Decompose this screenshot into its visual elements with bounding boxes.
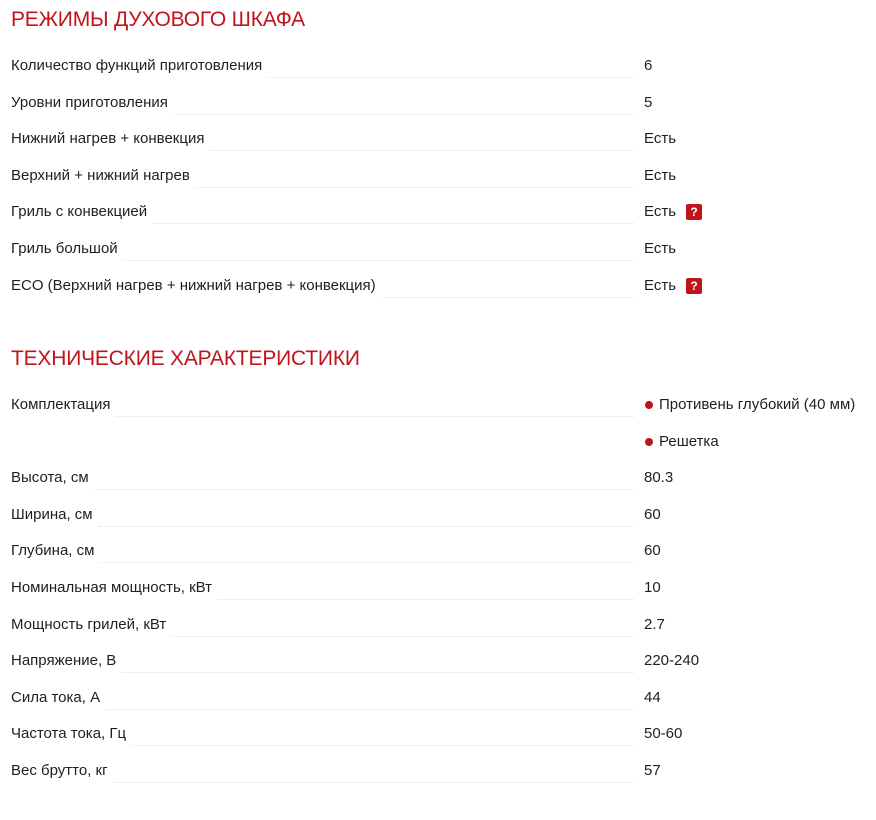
leader-dots <box>132 725 633 746</box>
spec-row <box>11 239 876 276</box>
oven-modes-list <box>11 56 876 312</box>
section-title-oven-modes: РЕЖИМЫ ДУХОВОГО ШКАФА <box>11 8 305 31</box>
spec-row <box>11 651 876 688</box>
spec-row <box>11 578 876 615</box>
spec-value: 80.3 <box>644 469 674 487</box>
spec-label: Напряжение, В <box>11 651 122 671</box>
spec-row <box>11 688 876 725</box>
spec-label: ECO (Верхний нагрев + нижний нагрев + конвекция) <box>11 276 382 296</box>
spec-value: 6 <box>644 57 653 74</box>
leader-dots <box>382 277 633 298</box>
spec-value: 10 <box>644 578 661 596</box>
spec-row <box>11 93 876 130</box>
leader-dots <box>218 579 633 600</box>
leader-dots <box>153 203 633 224</box>
spec-value: 57 <box>644 761 661 779</box>
tech-specs-list <box>11 395 876 798</box>
spec-row <box>11 56 876 93</box>
spec-value: Есть <box>644 276 677 294</box>
leader-dots <box>95 469 633 490</box>
spec-label: Гриль большой <box>11 239 124 259</box>
help-question-icon[interactable]: ? <box>686 278 702 294</box>
spec-row <box>11 541 876 578</box>
spec-value: 50-60 <box>644 725 683 743</box>
leader-dots <box>114 762 633 783</box>
spec-value: Есть <box>644 203 677 221</box>
leader-dots <box>210 130 633 151</box>
spec-value: 44 <box>644 688 661 706</box>
spec-label: Количество функций приготовления <box>11 56 268 76</box>
spec-label: Гриль с конвекцией <box>11 202 153 222</box>
spec-label: Мощность грилей, кВт <box>11 615 172 635</box>
leader-dots <box>106 689 633 710</box>
spec-label: Сила тока, А <box>11 688 106 708</box>
spec-value: 5 <box>644 93 653 111</box>
spec-row <box>11 761 876 798</box>
leader-dots <box>122 652 633 673</box>
bullet-icon <box>645 401 653 409</box>
spec-value: Есть <box>644 166 677 184</box>
spec-label: Ширина, см <box>11 505 99 525</box>
leader-dots <box>196 167 633 188</box>
spec-row <box>11 202 876 239</box>
spec-row-equipment-cont <box>11 432 876 469</box>
leader-dots <box>172 616 633 637</box>
spec-label: Частота тока, Гц <box>11 724 132 744</box>
spec-label: Глубина, см <box>11 541 100 561</box>
spec-row <box>11 615 876 652</box>
leader-dots <box>174 94 633 115</box>
spec-label: Комплектация <box>11 395 116 415</box>
bullet-icon <box>645 438 653 446</box>
equipment-item: Противень глубокий (40 мм) <box>659 396 856 413</box>
leader-dots <box>268 57 633 78</box>
spec-row <box>11 166 876 203</box>
spec-label: Высота, см <box>11 468 95 488</box>
spec-label: Верхний + нижний нагрев <box>11 166 196 186</box>
leader-dots <box>116 396 633 417</box>
spec-row <box>11 724 876 761</box>
section-title-tech-specs: ТЕХНИЧЕСКИЕ ХАРАКТЕРИСТИКИ <box>11 347 360 370</box>
spec-value: 220-240 <box>644 652 700 670</box>
leader-dots <box>100 542 633 563</box>
leader-dots <box>124 240 633 261</box>
spec-row-equipment <box>11 395 876 432</box>
spec-label: Номинальная мощность, кВт <box>11 578 218 598</box>
help-question-icon[interactable]: ? <box>686 204 702 220</box>
spec-row <box>11 129 876 166</box>
spec-value: 60 <box>644 505 661 523</box>
leader-dots <box>99 506 633 527</box>
spec-value: 60 <box>644 542 661 560</box>
spec-row <box>11 505 876 542</box>
spec-value: 2.7 <box>644 615 665 633</box>
spec-label: Уровни приготовления <box>11 93 174 113</box>
spec-label: Нижний нагрев + конвекция <box>11 129 210 149</box>
spec-value: Есть <box>644 239 677 257</box>
spec-row <box>11 468 876 505</box>
spec-row <box>11 276 876 313</box>
equipment-item: Решетка <box>659 432 719 450</box>
spec-label: Вес брутто, кг <box>11 761 114 781</box>
spec-value: Есть <box>644 130 677 148</box>
